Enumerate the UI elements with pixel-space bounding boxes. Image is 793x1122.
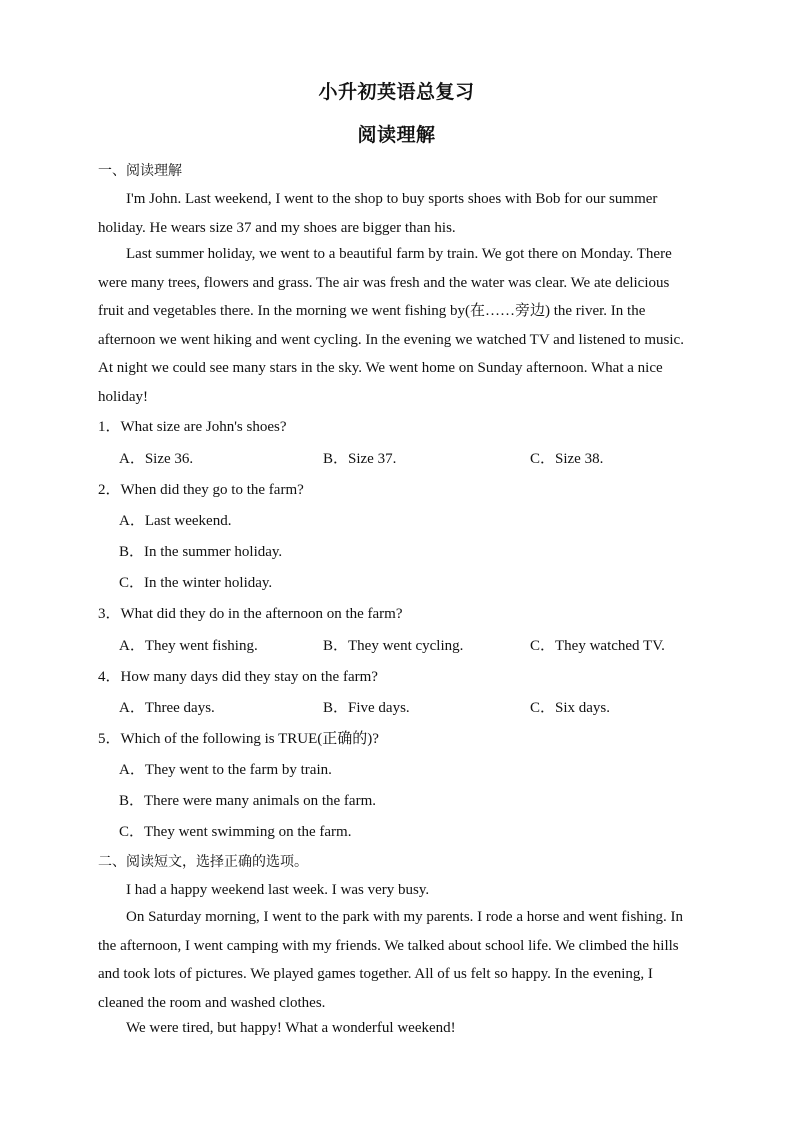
- passage-1-paragraph-2: Last summer holiday, we went to a beautiful farm by train. We got there on Monday. There were many trees, flowers and grass. The air was fresh and the water was clear. We ate delicious fruit and vegetables there. In the morning we went fishing by(在……旁边) the river. In the afternoon we went hiking and went cycling. In the evening we watched TV and listened to music. At night we could see many stars in the sky. We went home on Sunday afternoon. What a nice holiday!: [98, 246, 684, 405]
- question-2-option-b: B．In the summer holiday.: [119, 544, 283, 560]
- question-1-option-b: B．Size 37.: [323, 451, 397, 467]
- page-title: 小升初英语总复习: [318, 81, 475, 103]
- question-2: 2．When did they go to the farm?: [98, 482, 304, 498]
- section-1-heading: 一、阅读理解: [98, 163, 182, 179]
- question-4-option-b: B．Five days.: [323, 700, 410, 716]
- passage-1-paragraph-1: I'm John. Last weekend, I went to the shop to buy sports shoes with Bob for our summer holiday. He wears size 37 and my shoes are bigger than his.: [98, 191, 658, 236]
- question-5-option-c: C．They went swimming on the farm.: [119, 824, 352, 840]
- question-1: 1．What size are John's shoes?: [98, 419, 287, 435]
- question-3-option-b: B．They went cycling.: [323, 638, 464, 654]
- question-5-option-a: A．They went to the farm by train.: [119, 762, 332, 778]
- question-5-option-b: B．There were many animals on the farm.: [119, 793, 376, 809]
- passage-2-paragraph-2: On Saturday morning, I went to the park with my parents. I rode a horse and went fishing. In the afternoon, I went camping with my friends. We talked about school life. We climbed the hills and took lots of pictures. We played games together. All of us felt so happy. In the evening, I cleaned the room and washed clothes.: [98, 909, 683, 1011]
- question-2-option-c: C．In the winter holiday.: [119, 575, 273, 591]
- passage-2-paragraph-1: I had a happy weekend last week. I was very busy.: [126, 882, 430, 898]
- section-2-heading: 二、阅读短文，选择正确的选项。: [98, 854, 308, 870]
- question-4-option-a: A．Three days.: [119, 700, 215, 716]
- question-3-option-c: C．They watched TV.: [530, 638, 665, 654]
- question-4: 4．How many days did they stay on the farm?: [98, 669, 378, 685]
- question-1-option-a: A．Size 36.: [119, 451, 194, 467]
- question-2-option-a: A．Last weekend.: [119, 513, 232, 529]
- question-3-option-a: A．They went fishing.: [119, 638, 258, 654]
- question-3: 3．What did they do in the afternoon on the farm?: [98, 606, 403, 622]
- question-5: 5．Which of the following is TRUE(正确的)?: [98, 731, 379, 747]
- passage-2-paragraph-3: We were tired, but happy! What a wonderful weekend!: [126, 1020, 456, 1036]
- question-1-option-c: C．Size 38.: [530, 451, 604, 467]
- page-subtitle: 阅读理解: [357, 124, 436, 146]
- question-4-option-c: C．Six days.: [530, 700, 611, 716]
